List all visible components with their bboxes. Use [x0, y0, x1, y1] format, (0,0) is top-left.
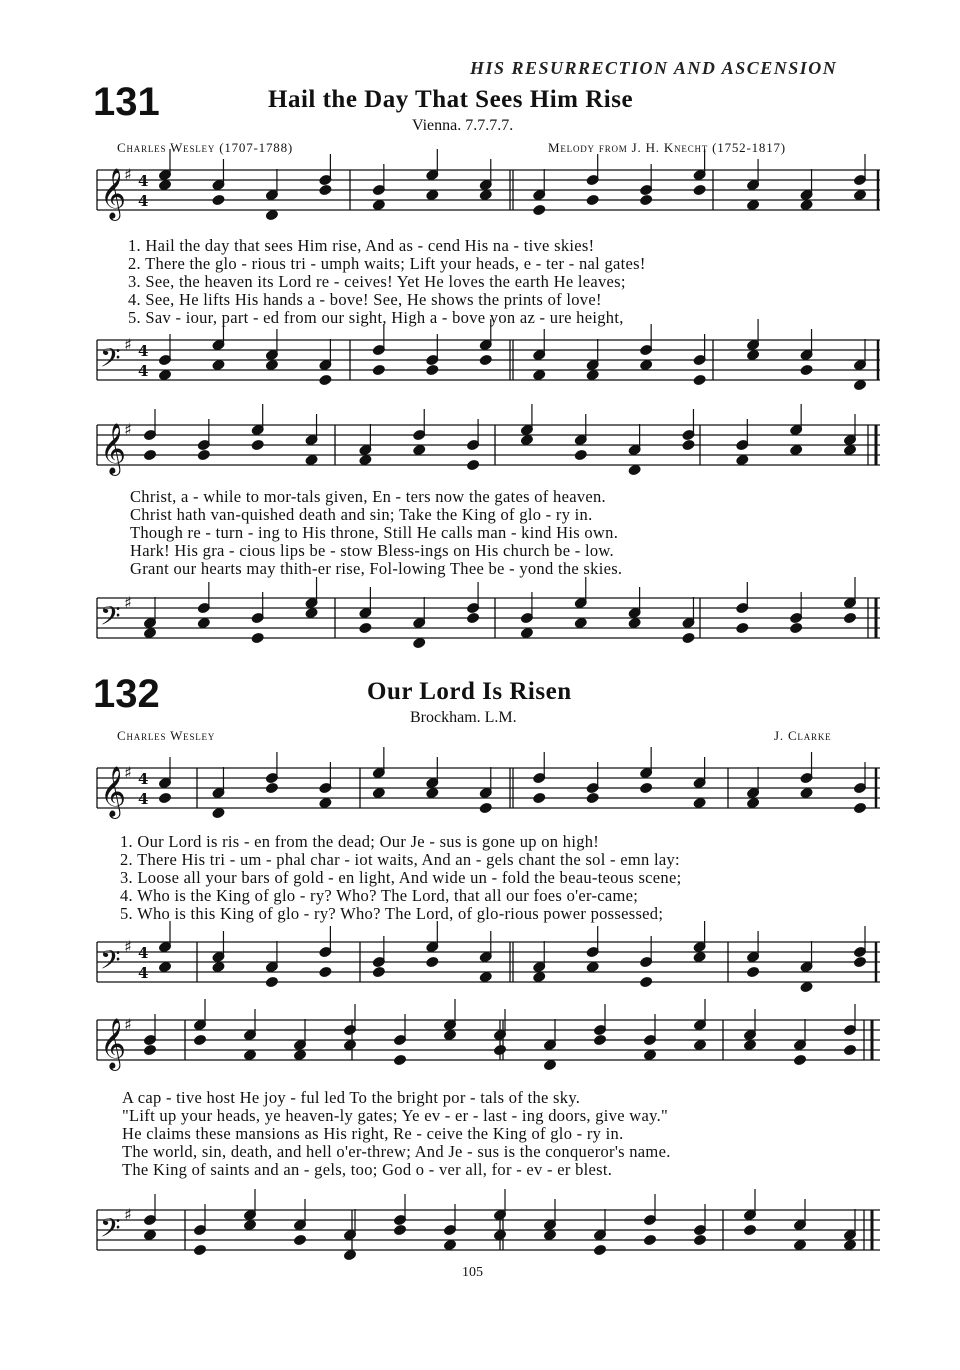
bass-clef-icon: 𝄢 [100, 1212, 121, 1250]
note-head [372, 364, 385, 375]
note-head [479, 971, 492, 982]
note-head [543, 1059, 556, 1070]
tune-name-132: Brockham. L.M. [410, 709, 517, 726]
svg-text:4: 4 [138, 192, 149, 210]
note-head [212, 961, 225, 972]
note-head [628, 617, 641, 628]
note-head [305, 607, 318, 618]
note-head [533, 792, 546, 803]
note-head [393, 1224, 406, 1235]
note-head [843, 444, 856, 455]
hymn-number-132: 132 [93, 672, 160, 716]
note-head [736, 622, 749, 633]
verse-line: 1. Our Lord is ris - en from the dead; Our Je - sus is gone up on high! [120, 832, 600, 851]
note-head [743, 1224, 756, 1235]
staff-132-s1-treble [97, 768, 880, 808]
treble-clef-icon: 𝄞 [100, 766, 127, 817]
note-head [413, 444, 426, 455]
note-head [393, 1054, 406, 1065]
note-head [493, 1229, 506, 1240]
note-head [467, 612, 480, 623]
note-head [586, 792, 599, 803]
verse-line: He claims these mansions as His right, Re - ceive the King of glo - ry in. [122, 1124, 624, 1143]
note-head [197, 617, 210, 628]
note-head [747, 349, 760, 360]
note-head [800, 364, 813, 375]
note-head [243, 1049, 256, 1060]
note-head [574, 449, 587, 460]
verse-line: The world, sin, death, and hell o'er-threw; And Je - sus is the conqueror's name. [122, 1142, 671, 1161]
note-head [853, 189, 866, 200]
note-head [251, 632, 264, 643]
note-head [800, 787, 813, 798]
verse-line: 1. Hail the day that sees Him rise, And as - cend His na - tive skies! [128, 236, 595, 255]
note-head [372, 199, 385, 210]
note-head [319, 184, 332, 195]
note-head [743, 1039, 756, 1050]
note-head [426, 956, 439, 967]
note-head [293, 1234, 306, 1245]
svg-text:4: 4 [138, 172, 149, 190]
note-head [520, 434, 533, 445]
note-head [143, 627, 156, 638]
svg-text:♯: ♯ [124, 1015, 132, 1034]
verse-line: 5. Who is this King of glo - ry? Who? The Lord, of glo-rious power possessed; [120, 904, 664, 923]
note-head [443, 1239, 456, 1250]
svg-text:♯: ♯ [124, 937, 132, 956]
verse-line: The King of saints and an - gels, too; God o - ver all, for - ev - er blest. [122, 1160, 613, 1179]
note-head [586, 961, 599, 972]
note-head [747, 797, 760, 808]
note-head [640, 359, 653, 370]
note-head [790, 622, 803, 633]
note-head [212, 807, 225, 818]
note-head [158, 369, 171, 380]
verse-line: 4. See, He lifts His hands a - bove! See, He shows the prints of love! [128, 290, 602, 309]
note-head [628, 464, 641, 475]
hymn-number-131: 131 [93, 80, 160, 124]
note-head [212, 194, 225, 205]
verse-line: 3. Loose all your bars of gold - en light, And wide un - fold the beau-teous scene; [120, 868, 682, 887]
note-head [265, 359, 278, 370]
svg-text:4: 4 [138, 342, 149, 360]
treble-clef-icon: 𝄞 [100, 1018, 127, 1069]
verse-line: Though re - turn - ing to His throne, Still He calls man - kind His own. [130, 523, 619, 542]
staff-131-s2-treble [97, 425, 880, 465]
note-head [413, 637, 426, 648]
svg-text:♯: ♯ [124, 1205, 132, 1224]
note-head [372, 966, 385, 977]
note-head [843, 1044, 856, 1055]
verse-line: Christ, a - while to mor-tals given, En - ters now the gates of heaven. [130, 487, 606, 506]
note-head [586, 369, 599, 380]
note-head [319, 797, 332, 808]
verse-line: Hark! His gra - cious lips be - stow Bless-ings on His church be - low. [130, 541, 614, 560]
author-credit-131: Charles Wesley (1707-1788) [117, 140, 293, 155]
note-head [643, 1234, 656, 1245]
treble-clef-icon: 𝄞 [100, 168, 127, 219]
running-head: HIS RESURRECTION AND ASCENSION [470, 58, 838, 78]
note-head [853, 956, 866, 967]
note-head [574, 617, 587, 628]
svg-text:♯: ♯ [124, 763, 132, 782]
note-head [319, 374, 332, 385]
note-head [251, 439, 264, 450]
note-head [197, 449, 210, 460]
treble-clef-icon: 𝄞 [100, 423, 127, 474]
note-head [143, 1044, 156, 1055]
note-head [426, 787, 439, 798]
note-head [800, 981, 813, 992]
page-number: 105 [462, 1265, 483, 1280]
tune-name-131: Vienna. 7.7.7.7. [412, 117, 514, 134]
note-head [212, 359, 225, 370]
verse-line: 3. See, the heaven its Lord re - ceives! Yet He loves the earth He leaves; [128, 272, 626, 291]
note-head [265, 209, 278, 220]
note-head [343, 1039, 356, 1050]
note-head [543, 1229, 556, 1240]
note-head [747, 966, 760, 977]
note-head [693, 1039, 706, 1050]
svg-text:4: 4 [138, 944, 149, 962]
note-head [193, 1034, 206, 1045]
verse-line: A cap - tive host He joy - ful led To the bright por - tals of the sky. [122, 1088, 581, 1107]
hymn-title-132: Our Lord Is Risen [367, 678, 572, 705]
note-head [533, 971, 546, 982]
svg-text:4: 4 [138, 770, 149, 788]
note-head [343, 1249, 356, 1260]
svg-text:4: 4 [138, 964, 149, 982]
note-head [243, 1219, 256, 1230]
note-head [790, 444, 803, 455]
note-head [426, 189, 439, 200]
note-head [443, 1029, 456, 1040]
svg-text:♯: ♯ [124, 165, 132, 184]
note-head [158, 961, 171, 972]
bass-clef-icon: 𝄢 [100, 342, 121, 380]
verse-line: 5. Sav - iour, part - ed from our sight, High a - bove yon az - ure height, [128, 308, 624, 327]
note-head [640, 782, 653, 793]
note-head [520, 627, 533, 638]
note-head [467, 459, 480, 470]
verse-line: Grant our hearts may thith-er rise, Fol-lowing Thee be - yond the skies. [130, 559, 623, 578]
note-head [640, 976, 653, 987]
note-head [265, 976, 278, 987]
note-head [493, 1044, 506, 1055]
note-head [693, 184, 706, 195]
verse-line: "Lift up your heads, ye heaven-ly gates; Ye ev - er - last - ing doors, give way." [122, 1106, 669, 1125]
note-head [193, 1244, 206, 1255]
note-head [305, 454, 318, 465]
staff-131-s2-bass [97, 598, 880, 638]
svg-text:♯: ♯ [124, 335, 132, 354]
note-head [853, 802, 866, 813]
note-head [693, 951, 706, 962]
note-head [372, 787, 385, 798]
composer-credit-132: J. Clarke [774, 728, 832, 743]
note-head [793, 1239, 806, 1250]
note-head [359, 622, 372, 633]
note-head [143, 1229, 156, 1240]
note-head [359, 454, 372, 465]
note-head [593, 1244, 606, 1255]
svg-text:♯: ♯ [124, 593, 132, 612]
note-head [586, 194, 599, 205]
note-head [479, 802, 492, 813]
svg-text:4: 4 [138, 362, 149, 380]
note-head [265, 782, 278, 793]
note-head [843, 1239, 856, 1250]
note-head [533, 204, 546, 215]
note-head [533, 369, 546, 380]
note-head [693, 797, 706, 808]
note-head [143, 449, 156, 460]
note-head [693, 1234, 706, 1245]
author-credit-132: Charles Wesley [117, 728, 216, 743]
note-head [682, 439, 695, 450]
verse-line: 4. Who is the King of glo - ry? Who? The Lord, that all our foes o'er-came; [120, 886, 639, 905]
note-head [319, 966, 332, 977]
note-head [593, 1034, 606, 1045]
note-head [693, 374, 706, 385]
note-head [426, 364, 439, 375]
note-head [747, 199, 760, 210]
note-head [479, 189, 492, 200]
hymn-title-131: Hail the Day That Sees Him Rise [268, 86, 634, 113]
note-head [800, 199, 813, 210]
svg-text:♯: ♯ [124, 420, 132, 439]
verse-line: 2. There His tri - um - phal char - iot waits, And an - gels chant the sol - emn lay: [120, 850, 680, 869]
note-head [479, 354, 492, 365]
composer-credit-131: Melody from J. H. Knecht (1752-1817) [548, 140, 786, 155]
note-head [853, 379, 866, 390]
verse-line: Christ hath van-quished death and sin; Take the King of glo - ry in. [130, 505, 593, 524]
svg-text:4: 4 [138, 790, 149, 808]
staff-132-s2-treble [97, 1020, 880, 1060]
note-head [158, 792, 171, 803]
note-head [643, 1049, 656, 1060]
verse-line: 2. There the glo - rious tri - umph waits; Lift your heads, e - ter - nal gates! [128, 254, 646, 273]
bass-clef-icon: 𝄢 [100, 944, 121, 982]
staff-132-s2-bass [97, 1210, 880, 1250]
note-head [793, 1054, 806, 1065]
bass-clef-icon: 𝄢 [100, 600, 121, 638]
note-head [158, 179, 171, 190]
note-head [736, 454, 749, 465]
note-head [843, 612, 856, 623]
note-head [682, 632, 695, 643]
note-head [293, 1049, 306, 1060]
note-head [640, 194, 653, 205]
